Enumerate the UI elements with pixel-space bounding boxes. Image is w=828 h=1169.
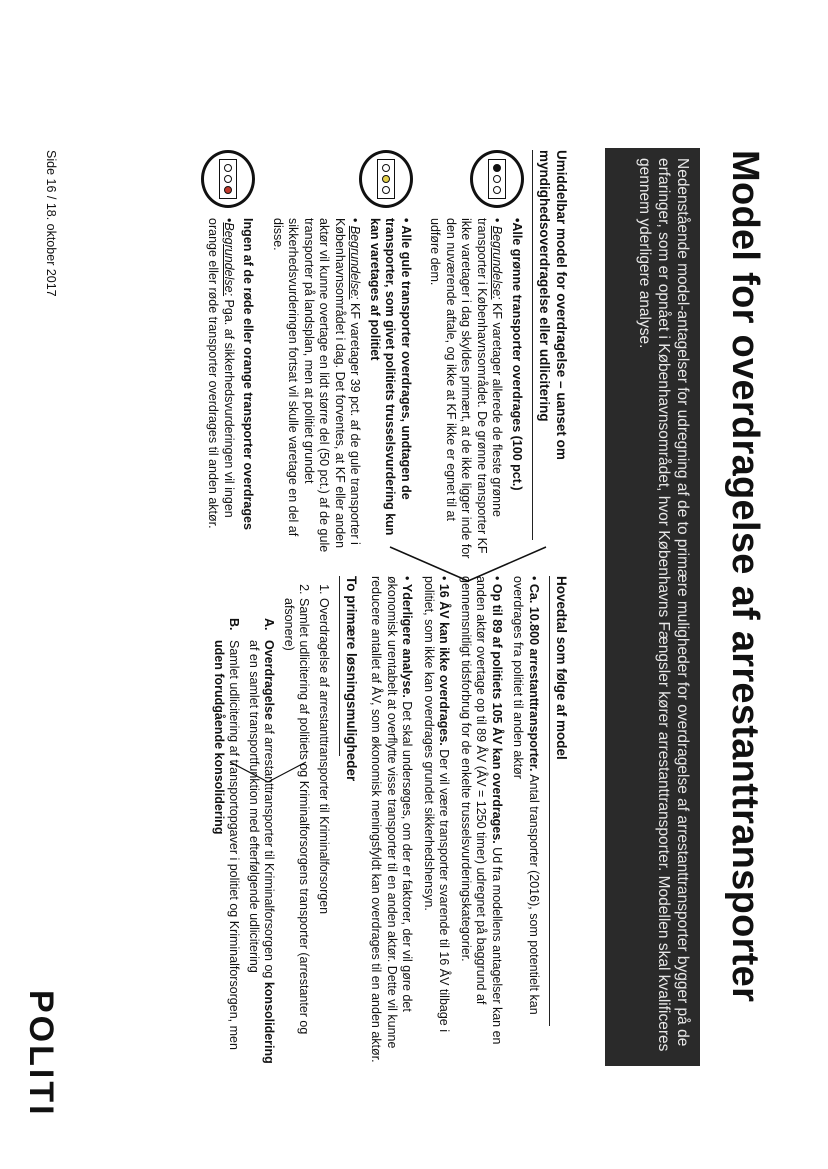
yellow-section	[266, 150, 414, 560]
green-section	[423, 150, 524, 560]
bullet-16-av: • 16 ÅV kan ikke overdrages. Der vil være transporter svarende til 16 ÅV tilbage i politiet, som ikke kan overdrages grundet sikkerhedshensyn.	[422, 576, 452, 1033]
traffic-light-green-icon	[470, 150, 524, 208]
green-heading: •Alle grønne transporter overdrages (100 pct.)	[510, 218, 524, 491]
option-2a: A. Overdragelse af arrestanttransporter til Kriminalforsorgen og konsolidering af en samlet transportfunktion med efterfølgende udlicitering	[247, 618, 277, 1064]
bullet-analysis: • Yderligere analyse. Det skal undersøges, om der er faktorer, der vil gøre det økonomisk urentabelt at overflytte visse transporter til en anden aktør. Dette vil kunne reducere antallet af ÅV, som økonomisk meningsfyldt kan overdrages til en anden aktør.	[369, 576, 415, 1063]
left-column	[191, 150, 570, 560]
green-reason: • Begrundelse: KF varetager allerede de fleste grønne transporter i Københavnsområdet. De grønne transporter KF ikke varetager i dag skyldes primært, at de ikke ligger inde for den nuværende aftale, og ikke at KF ikke er egnet til at udføre dem.	[428, 218, 505, 559]
arrow-right-small-icon	[228, 760, 308, 784]
divider	[339, 576, 340, 756]
divider	[532, 150, 533, 540]
traffic-light-red-icon	[202, 150, 256, 208]
right-column	[207, 576, 571, 1066]
traffic-light-yellow-icon	[359, 150, 413, 208]
page-footer: Side 16 / 18. oktober 2017	[44, 150, 58, 297]
left-heading: Umiddelbar model for overdragelse – uanset om myndighedsoverdragelse eller udlicitering	[537, 150, 569, 460]
option-1: 1. Overdragelse af arrestanttransporter til Kriminalforsorgen	[316, 598, 332, 1066]
intro-banner	[605, 148, 700, 1066]
intro-text: Nedenstående model-antagelser for udregning af de to primære muligheder for overdragelse af arrestanttransporter bygger på de erfaringer, som er opnået i Københavnsområdet, hvor Københavns Fængsler kører arrestanttransporter. Modellen skal kvalificeres gennem yderligere analyse.	[636, 158, 691, 1052]
yellow-reason: • Begrundelse: KF varetager 39 pct. af de gule transporter i Københavnsområdet i dag. Det forventes, at KF eller anden aktør vil kunne overtage en lidt større del (50 pct.) af de gule transporter på landsplan, men at politiet grundet sikkerhedsvurderingen fortsat vil skulle varetage en del af disse.	[271, 218, 363, 553]
options-heading: To primære løsningsmuligheder	[344, 576, 359, 782]
red-reason: •Begrundelse: Pga. af sikkerhedsvurderingen vil ingen orange eller røde transporter overdrages til anden aktør.	[206, 218, 236, 529]
right-heading: Hovedtal som følge af model	[554, 576, 569, 760]
red-section	[201, 150, 256, 560]
option-2b: B. Samlet udlicitering af transportopgaver i politiet og Kriminalforsorgen, men uden forudgående konsolidering	[212, 618, 242, 1050]
bullet-transports: • Ca. 10.800 arrestanttransporter. Antal transporter (2016), som potentielt kan overdrages fra politiet til anden aktør	[511, 576, 541, 1015]
option-2: 2. Samlet udlicitering af politiets og Kriminalforsorgens transporter (arrestanter og afsonere) A. Overdragelse af arrestanttransporter til Kriminalforsorgen og konsolidering af en samlet transportfunktion med efterfølgende udlicitering B. Samlet udlicitering af transportopgaver i politiet og Kriminalforsorgen, men uden forudgående konsolidering	[211, 598, 312, 1066]
divider	[549, 576, 550, 1026]
red-heading: Ingen af de røde eller orange transporter overdrages	[241, 218, 256, 530]
politi-logo: POLITI	[22, 990, 60, 1118]
bullet-89-av: • Op til 89 af politiets 105 ÅV kan overdrages. Ud fra modellens antagelser kan en anden aktør overtage op til 89 ÅV (ÅV = 1250 timer) udregnet på baggrund af gennemsnitligt tidsforbrug for de enkelte trusselsvurderingskategorier.	[459, 576, 504, 1045]
yellow-heading: • Alle gule transporter overdrages, undtagen de transporter, som givet politiets trusselsvurdering kun kan varetages af politiet	[368, 218, 413, 536]
page-title: Model for overdragelse af arrestanttransporter	[724, 150, 766, 1003]
options-list	[211, 576, 332, 1066]
